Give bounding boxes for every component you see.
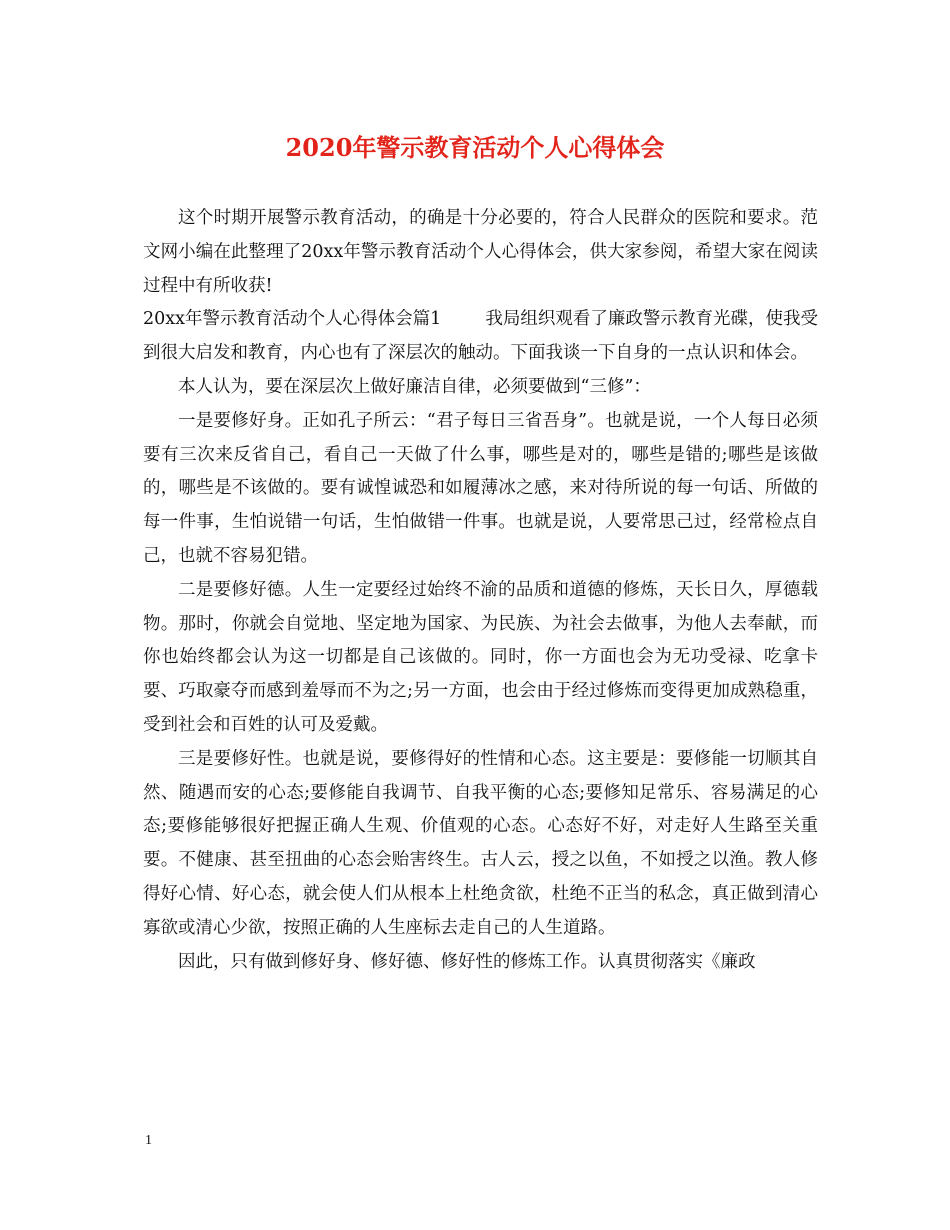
body-paragraph-2: 一是要修好身。正如孔子所云：“君子每日三省吾身”。也就是说，一个人每日必须要有三次来反省自己，看自己一天做了什么事，哪些是对的，哪些是错的;哪些是该做的，哪些是不该做的。要有诚惶诚恐和如履薄冰之感，来对待所说的每一句话、所做的每一件事，生怕说错一句话，生怕做错一件事。也就是说，人要常思己过，经常检点自己，也就不容易犯错。 [143,410,818,566]
section-paragraph [143,303,818,371]
body-paragraph-3: 二是要修好德。人生一定要经过始终不渝的品质和道德的修炼，天长日久，厚德载物。那时，你就会自觉地、坚定地为国家、为民族、为社会去做事，为他人去奉献，而你也始终都会认为这一切都是自己该做的。同时，你一方面也会为无功受禄、吃拿卡要、巧取豪夺而感到羞辱而不为之;另一方面，也会由于经过修炼而变得更加成熟稳重，受到社会和百姓的认可及爱戴。 [143,579,818,735]
document-title: 2020年警示教育活动个人心得体会 [285,133,665,162]
page-number: 1 [145,1133,152,1148]
section-first-text: 我局组织观看了廉政警示教育光碟，使我受到很大启发和教育，内心也有了深层次的触动。下面我谈一下自身的一点认识和体会。 [143,309,819,364]
section-heading: 20xx年警示教育活动个人心得体会篇1 [143,309,442,330]
body-paragraph-4: 三是要修好性。也就是说，要修得好的性情和心态。这主要是：要修能一切顺其自然、随遇而安的心态;要修能自我调节、自我平衡的心态;要修知足常乐、容易满足的心态;要修能够很好把握正确人生观、价值观的心态。心态好不好，对走好人生路至关重要。不健康、甚至扭曲的心态会贻害终生。古人云，授之以鱼，不如授之以渔。教人修得好心情、好心态，就会使人们从根本上杜绝贪欲，杜绝不正当的私念，真正做到清心寡欲或清心少欲，按照正确的人生座标去走自己的人生道路。 [143,748,818,938]
intro-paragraph: 这个时期开展警示教育活动，的确是十分必要的，符合人民群众的医院和要求。范文网小编在此整理了20xx年警示教育活动个人心得体会，供大家参阅，希望大家在阅读过程中有所收获! [143,208,818,296]
body-paragraph-5: 因此，只有做到修好身、修好德、修好性的修炼工作。认真贯彻落实《廉政 [178,951,756,972]
document-body [143,202,818,979]
body-paragraph-1: 本人认为，要在深层次上做好廉洁自律，必须要做到“三修”： [178,376,651,397]
